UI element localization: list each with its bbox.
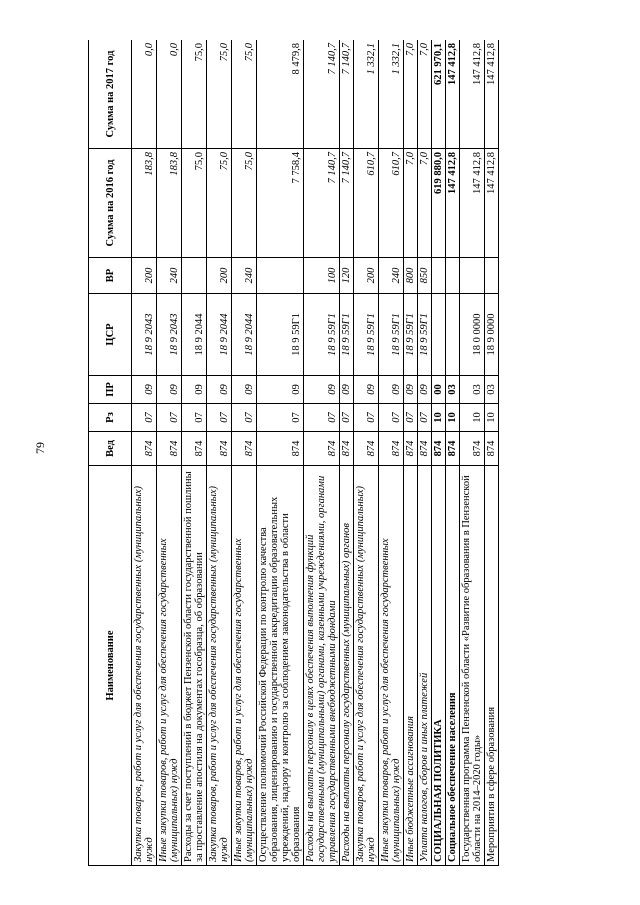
row-sum-2017: 7 140,7	[304, 40, 340, 149]
row-vr	[460, 258, 485, 294]
row-ved: 874	[354, 432, 379, 466]
row-sum-2016: 610,7	[379, 149, 404, 258]
row-vr: 200	[207, 258, 232, 294]
table-row	[304, 40, 340, 866]
row-csr: 18 9 59Г1	[379, 294, 404, 376]
table-row	[460, 40, 485, 866]
row-name: Закупка товаров, работ и услуг для обеспечения государственных (муниципальных) нужд	[132, 466, 157, 866]
row-pr: 09	[232, 376, 257, 404]
row-name: Иные бюджетные ассигнования	[404, 466, 418, 866]
row-sum-2016: 75,0	[182, 149, 207, 258]
row-ved: 874	[207, 432, 232, 466]
row-csr: 18 9 59Г1	[404, 294, 418, 376]
row-sum-2017: 621 970,1	[432, 40, 446, 149]
header-rz: Рз	[89, 404, 132, 432]
row-sum-2017: 1 332,1	[379, 40, 404, 149]
row-sum-2017: 7 140,7	[340, 40, 354, 149]
row-rz: 10	[446, 404, 460, 432]
table-row	[485, 40, 499, 866]
row-vr	[485, 258, 499, 294]
row-ved: 874	[418, 432, 432, 466]
row-name: Расходы на выплаты персоналу в целях обеспечения выполнения функций государственными (муниципальными) органами, казенными учреждениями, органами управления государственными внебюджетными фондами	[304, 466, 340, 866]
row-rz: 07	[418, 404, 432, 432]
row-sum-2016: 147 412,8	[460, 149, 485, 258]
row-sum-2016: 183,8	[132, 149, 157, 258]
row-vr: 120	[340, 258, 354, 294]
table-row	[207, 40, 232, 866]
row-pr: 03	[446, 376, 460, 404]
rotated-table-wrapper	[88, 40, 558, 866]
row-sum-2017: 8 479,8	[257, 40, 304, 149]
row-sum-2017: 7,0	[418, 40, 432, 149]
header-row	[89, 40, 132, 866]
table-row	[132, 40, 157, 866]
row-name: Закупка товаров, работ и услуг для обеспечения государственных (муниципальных) нужд	[354, 466, 379, 866]
row-pr: 03	[485, 376, 499, 404]
row-pr: 03	[460, 376, 485, 404]
table-row	[257, 40, 304, 866]
page-number: 79	[33, 442, 47, 454]
row-csr: 18 9 59Г1	[257, 294, 304, 376]
row-vr	[182, 258, 207, 294]
row-name: Расходы на выплаты персоналу государственных (муниципальных) органов	[340, 466, 354, 866]
row-sum-2017: 7,0	[404, 40, 418, 149]
table-row	[432, 40, 446, 866]
table-row	[157, 40, 182, 866]
row-sum-2017: 1 332,1	[354, 40, 379, 149]
row-rz: 07	[404, 404, 418, 432]
row-ved: 874	[446, 432, 460, 466]
table-row	[182, 40, 207, 866]
row-name: Закупка товаров, работ и услуг для обеспечения государственных (муниципальных) нужд	[207, 466, 232, 866]
row-sum-2016: 7 758,4	[257, 149, 304, 258]
row-name: Государственная программа Пензенской области «Развитие образования в Пензенской области на 2014–2020 годы»	[460, 466, 485, 866]
table-row	[354, 40, 379, 866]
row-name: Иные закупки товаров, работ и услуг для обеспечения государственных (муниципальных) нужд	[379, 466, 404, 866]
row-ved: 874	[157, 432, 182, 466]
row-csr	[446, 294, 460, 376]
row-ved: 874	[232, 432, 257, 466]
row-rz: 10	[460, 404, 485, 432]
row-sum-2017: 0,0	[157, 40, 182, 149]
table-row	[418, 40, 432, 866]
row-vr: 800	[404, 258, 418, 294]
header-csr: ЦСР	[89, 294, 132, 376]
table-viewport	[88, 40, 558, 866]
row-csr: 18 9 2044	[232, 294, 257, 376]
row-vr: 850	[418, 258, 432, 294]
row-rz: 07	[304, 404, 340, 432]
row-rz: 07	[340, 404, 354, 432]
row-vr	[432, 258, 446, 294]
row-sum-2016: 183,8	[157, 149, 182, 258]
row-sum-2016: 7,0	[404, 149, 418, 258]
row-sum-2016: 619 880,0	[432, 149, 446, 258]
header-pr: ПР	[89, 376, 132, 404]
budget-table	[88, 40, 499, 866]
row-pr: 09	[354, 376, 379, 404]
row-vr	[257, 258, 304, 294]
row-rz: 07	[379, 404, 404, 432]
row-name: Социальное обеспечение населения	[446, 466, 460, 866]
row-csr: 18 9 59Г1	[304, 294, 340, 376]
row-csr: 18 9 59Г1	[340, 294, 354, 376]
row-rz: 10	[485, 404, 499, 432]
header-ved: Вед	[89, 432, 132, 466]
row-csr: 18 9 59Г1	[418, 294, 432, 376]
row-sum-2017: 147 412,8	[485, 40, 499, 149]
row-pr: 09	[418, 376, 432, 404]
row-name: Осуществление полномочий Российской Федерации по контролю качества образования, лицензированию и государственной аккредитации образовательных учреждений, надзору и контролю за соблюдением законодательства в области образования	[257, 466, 304, 866]
row-sum-2017: 75,0	[182, 40, 207, 149]
row-vr: 200	[132, 258, 157, 294]
row-csr: 18 9 0000	[485, 294, 499, 376]
row-pr: 09	[340, 376, 354, 404]
row-csr	[432, 294, 446, 376]
row-csr: 18 9 2043	[157, 294, 182, 376]
row-vr: 240	[157, 258, 182, 294]
table-row	[446, 40, 460, 866]
row-csr: 18 9 2044	[207, 294, 232, 376]
table-row	[340, 40, 354, 866]
row-sum-2017: 147 412,8	[446, 40, 460, 149]
row-pr: 09	[304, 376, 340, 404]
row-ved: 874	[460, 432, 485, 466]
row-vr: 200	[354, 258, 379, 294]
row-pr: 09	[182, 376, 207, 404]
row-rz: 10	[432, 404, 446, 432]
row-vr: 100	[304, 258, 340, 294]
row-vr: 240	[232, 258, 257, 294]
row-name: Уплата налогов, сборов и иных платежей	[418, 466, 432, 866]
row-name: Иные закупки товаров, работ и услуг для обеспечения государственных (муниципальных) нужд	[232, 466, 257, 866]
row-sum-2017: 75,0	[207, 40, 232, 149]
row-sum-2017: 0,0	[132, 40, 157, 149]
row-pr: 09	[379, 376, 404, 404]
header-sum-2017: Сумма на 2017 год	[89, 40, 132, 149]
row-rz: 07	[207, 404, 232, 432]
header-name: Наименование	[89, 466, 132, 866]
row-ved: 874	[132, 432, 157, 466]
row-sum-2017: 75,0	[232, 40, 257, 149]
row-pr: 09	[132, 376, 157, 404]
table-row	[232, 40, 257, 866]
row-name: Расходы за счет поступлений в бюджет Пензенской области государственной пошлины за проставление апостиля на документах гособразца, об образовании	[182, 466, 207, 866]
row-ved: 874	[257, 432, 304, 466]
row-sum-2016: 75,0	[207, 149, 232, 258]
row-ved: 874	[304, 432, 340, 466]
row-rz: 07	[232, 404, 257, 432]
header-vr: ВР	[89, 258, 132, 294]
table-row	[379, 40, 404, 866]
row-sum-2016: 7 140,7	[304, 149, 340, 258]
row-ved: 874	[182, 432, 207, 466]
row-sum-2016: 610,7	[354, 149, 379, 258]
row-pr: 09	[207, 376, 232, 404]
row-ved: 874	[432, 432, 446, 466]
row-csr: 18 9 2044	[182, 294, 207, 376]
row-name: Мероприятия в сфере образования	[485, 466, 499, 866]
row-rz: 07	[182, 404, 207, 432]
row-ved: 874	[340, 432, 354, 466]
row-name: Иные закупки товаров, работ и услуг для обеспечения государственных (муниципальных) нужд	[157, 466, 182, 866]
row-pr: 09	[157, 376, 182, 404]
row-ved: 874	[485, 432, 499, 466]
row-sum-2016: 147 412,8	[485, 149, 499, 258]
row-vr	[446, 258, 460, 294]
row-ved: 874	[379, 432, 404, 466]
row-sum-2016: 147 412,8	[446, 149, 460, 258]
row-rz: 07	[257, 404, 304, 432]
row-pr: 09	[404, 376, 418, 404]
row-ved: 874	[404, 432, 418, 466]
row-sum-2016: 7,0	[418, 149, 432, 258]
row-rz: 07	[157, 404, 182, 432]
row-sum-2016: 75,0	[232, 149, 257, 258]
row-csr: 18 9 2043	[132, 294, 157, 376]
row-sum-2017: 147 412,8	[460, 40, 485, 149]
row-pr: 09	[257, 376, 304, 404]
row-sum-2016: 7 140,7	[340, 149, 354, 258]
row-vr: 240	[379, 258, 404, 294]
row-csr: 18 0 0000	[460, 294, 485, 376]
row-pr: 00	[432, 376, 446, 404]
row-name: СОЦИАЛЬНАЯ ПОЛИТИКА	[432, 466, 446, 866]
header-sum-2016: Сумма на 2016 год	[89, 149, 132, 258]
row-rz: 07	[354, 404, 379, 432]
table-row	[404, 40, 418, 866]
row-rz: 07	[132, 404, 157, 432]
row-csr: 18 9 59Г1	[354, 294, 379, 376]
